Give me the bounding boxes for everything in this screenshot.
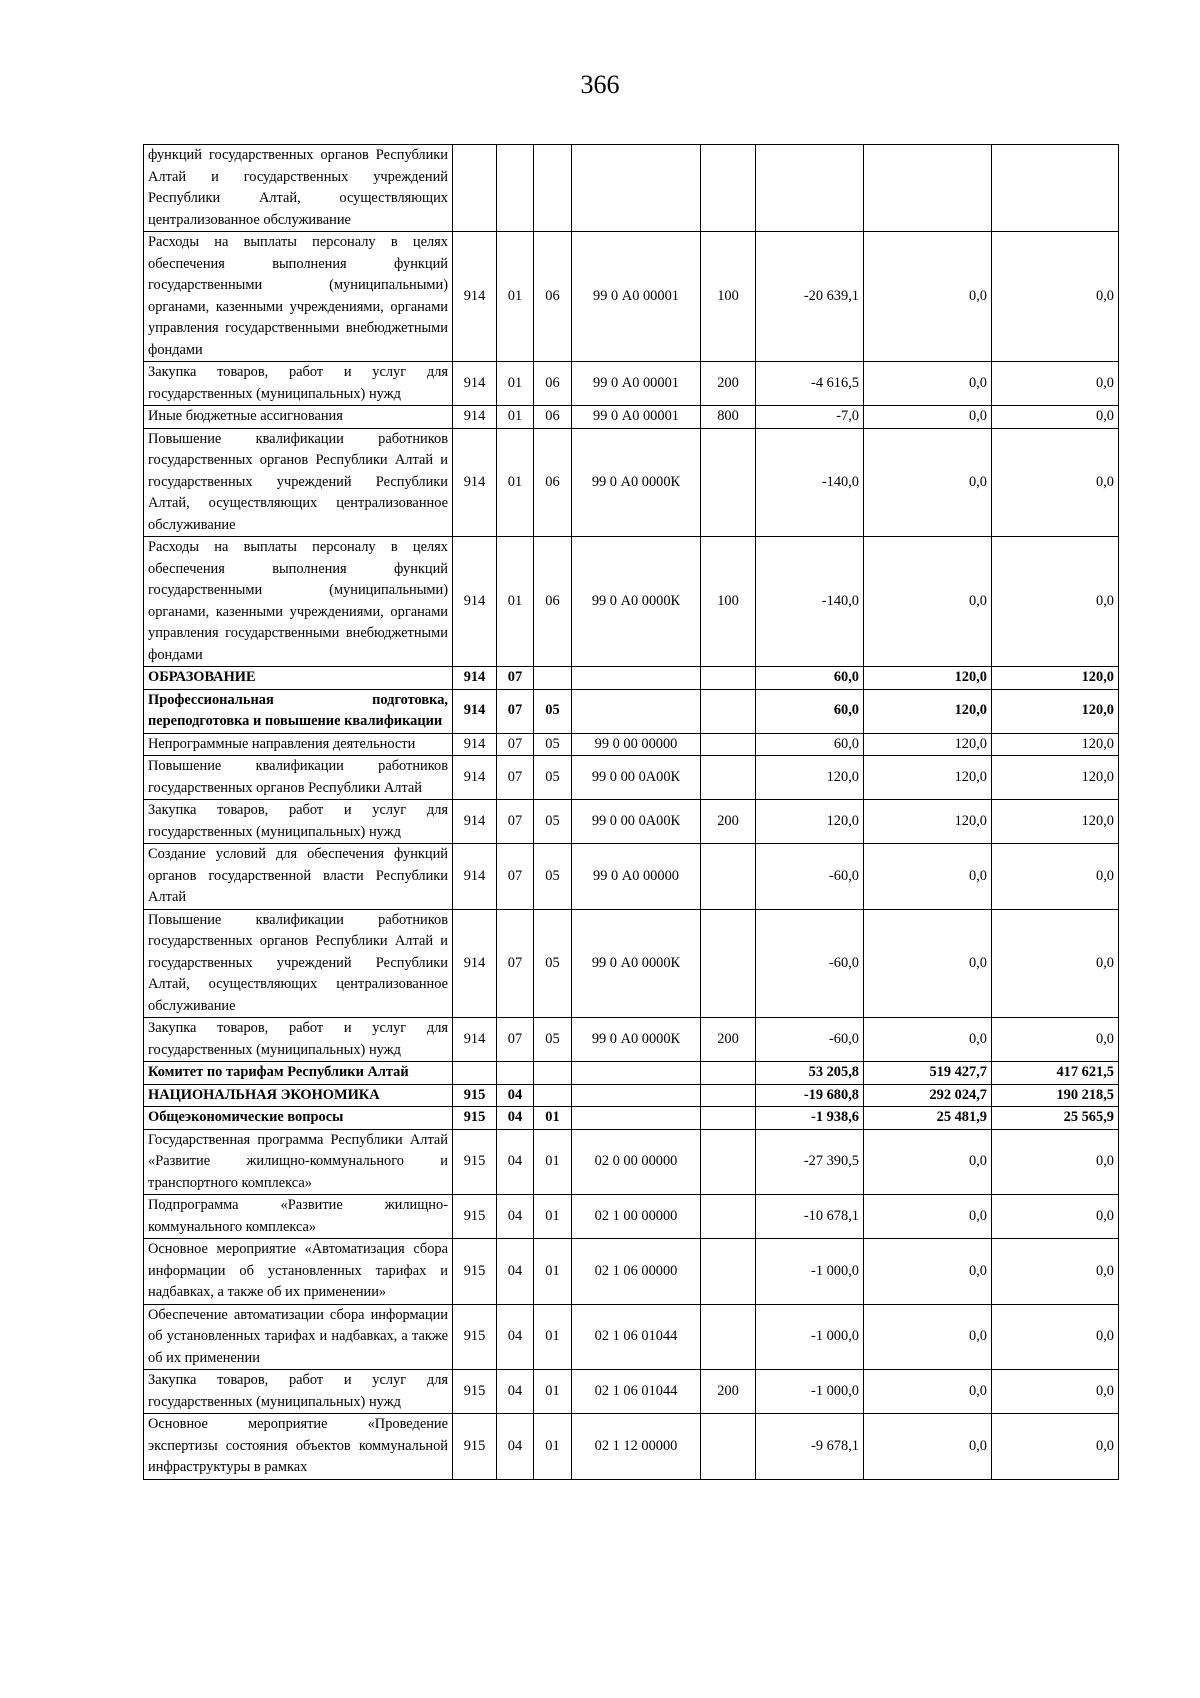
- target-article-code: 99 0 00 0А00К: [572, 800, 701, 844]
- section-code: 07: [497, 800, 534, 844]
- table-row: [144, 1370, 1119, 1414]
- target-article-code: 99 0 А0 0000К: [572, 1018, 701, 1062]
- target-article-code: 99 0 00 00000: [572, 733, 701, 756]
- amount-2: 0,0: [864, 1304, 992, 1370]
- target-article-code: [572, 667, 701, 690]
- amount-1: 60,0: [756, 667, 864, 690]
- expense-type-code: 200: [701, 362, 756, 406]
- amount-1: 60,0: [756, 733, 864, 756]
- amount-2: 120,0: [864, 733, 992, 756]
- row-name: Расходы на выплаты персоналу в целях обеспечения выполнения функций государственными (муниципальными) органами, казенными учреждениями, органами управления государственными внебюджетными фондами: [144, 232, 453, 362]
- expense-type-code: [701, 1129, 756, 1195]
- table-row: [144, 1414, 1119, 1480]
- amount-1: -60,0: [756, 1018, 864, 1062]
- amount-3: 120,0: [992, 800, 1119, 844]
- section-code: 07: [497, 756, 534, 800]
- target-article-code: 99 0 А0 00001: [572, 232, 701, 362]
- amount-2: [864, 145, 992, 232]
- section-code: 04: [497, 1107, 534, 1130]
- amount-3: 0,0: [992, 428, 1119, 537]
- ministry-code: 915: [453, 1304, 497, 1370]
- amount-2: 0,0: [864, 844, 992, 910]
- subsection-code: 05: [534, 1018, 572, 1062]
- target-article-code: 02 1 00 00000: [572, 1195, 701, 1239]
- section-code: 01: [497, 362, 534, 406]
- subsection-code: 05: [534, 800, 572, 844]
- ministry-code: 915: [453, 1107, 497, 1130]
- amount-1: -1 000,0: [756, 1239, 864, 1305]
- amount-3: 0,0: [992, 1018, 1119, 1062]
- ministry-code: 914: [453, 537, 497, 667]
- amount-2: 0,0: [864, 362, 992, 406]
- section-code: 07: [497, 844, 534, 910]
- row-name: Повышение квалификации работников государственных органов Республики Алтай и государственных учреждений Республики Алтай, осуществляющих централизованное обслуживание: [144, 909, 453, 1018]
- section-code: [497, 145, 534, 232]
- table-row: [144, 428, 1119, 537]
- table-row: [144, 1107, 1119, 1130]
- table-row: [144, 406, 1119, 429]
- amount-1: -27 390,5: [756, 1129, 864, 1195]
- target-article-code: 99 0 А0 0000К: [572, 909, 701, 1018]
- amount-1: -9 678,1: [756, 1414, 864, 1480]
- subsection-code: 06: [534, 428, 572, 537]
- ministry-code: 915: [453, 1239, 497, 1305]
- amount-1: -20 639,1: [756, 232, 864, 362]
- amount-3: 120,0: [992, 756, 1119, 800]
- target-article-code: [572, 1062, 701, 1085]
- section-code: 04: [497, 1084, 534, 1107]
- amount-3: 120,0: [992, 667, 1119, 690]
- amount-3: 0,0: [992, 1195, 1119, 1239]
- row-name: Расходы на выплаты персоналу в целях обеспечения выполнения функций государственными (муниципальными) органами, казенными учреждениями, органами управления государственными внебюджетными фондами: [144, 537, 453, 667]
- subsection-code: 05: [534, 733, 572, 756]
- table-row: [144, 689, 1119, 733]
- section-code: 01: [497, 232, 534, 362]
- row-name: Иные бюджетные ассигнования: [144, 406, 453, 429]
- amount-3: 0,0: [992, 909, 1119, 1018]
- table-row: [144, 1062, 1119, 1085]
- amount-1: -1 938,6: [756, 1107, 864, 1130]
- section-code: 04: [497, 1239, 534, 1305]
- amount-1: -140,0: [756, 428, 864, 537]
- amount-2: 0,0: [864, 428, 992, 537]
- section-code: 04: [497, 1304, 534, 1370]
- target-article-code: 99 0 А0 0000К: [572, 537, 701, 667]
- subsection-code: 01: [534, 1107, 572, 1130]
- ministry-code: 915: [453, 1370, 497, 1414]
- amount-1: 120,0: [756, 800, 864, 844]
- expense-type-code: [701, 733, 756, 756]
- ministry-code: 915: [453, 1195, 497, 1239]
- table-row: [144, 733, 1119, 756]
- section-code: 07: [497, 909, 534, 1018]
- amount-3: 0,0: [992, 1414, 1119, 1480]
- expense-type-code: [701, 1239, 756, 1305]
- amount-3: 0,0: [992, 1370, 1119, 1414]
- table-row: [144, 1084, 1119, 1107]
- table-row: [144, 362, 1119, 406]
- amount-3: 25 565,9: [992, 1107, 1119, 1130]
- subsection-code: 01: [534, 1129, 572, 1195]
- amount-1: [756, 145, 864, 232]
- row-name: Закупка товаров, работ и услуг для государственных (муниципальных) нужд: [144, 362, 453, 406]
- amount-1: -140,0: [756, 537, 864, 667]
- ministry-code: 914: [453, 428, 497, 537]
- table-row: [144, 1018, 1119, 1062]
- subsection-code: 01: [534, 1370, 572, 1414]
- amount-3: 190 218,5: [992, 1084, 1119, 1107]
- table-row: [144, 800, 1119, 844]
- section-code: 04: [497, 1195, 534, 1239]
- amount-3: 120,0: [992, 689, 1119, 733]
- section-code: 07: [497, 689, 534, 733]
- expense-type-code: 200: [701, 1370, 756, 1414]
- subsection-code: 01: [534, 1239, 572, 1305]
- subsection-code: [534, 1084, 572, 1107]
- amount-2: 0,0: [864, 1129, 992, 1195]
- amount-2: 0,0: [864, 537, 992, 667]
- amount-3: 0,0: [992, 844, 1119, 910]
- ministry-code: 914: [453, 362, 497, 406]
- expense-type-code: [701, 667, 756, 690]
- amount-3: [992, 145, 1119, 232]
- target-article-code: [572, 1084, 701, 1107]
- expense-type-code: [701, 145, 756, 232]
- amount-2: 292 024,7: [864, 1084, 992, 1107]
- amount-2: 25 481,9: [864, 1107, 992, 1130]
- ministry-code: 915: [453, 1414, 497, 1480]
- subsection-code: 06: [534, 362, 572, 406]
- expense-type-code: [701, 756, 756, 800]
- target-article-code: 99 0 00 0А00К: [572, 756, 701, 800]
- target-article-code: 99 0 А0 00001: [572, 406, 701, 429]
- target-article-code: [572, 145, 701, 232]
- subsection-code: [534, 1062, 572, 1085]
- ministry-code: 915: [453, 1084, 497, 1107]
- section-code: 04: [497, 1414, 534, 1480]
- amount-3: 0,0: [992, 1304, 1119, 1370]
- subsection-code: [534, 667, 572, 690]
- section-code: 07: [497, 1018, 534, 1062]
- row-name: Комитет по тарифам Республики Алтай: [144, 1062, 453, 1085]
- amount-1: -60,0: [756, 909, 864, 1018]
- amount-1: -4 616,5: [756, 362, 864, 406]
- expense-type-code: [701, 1414, 756, 1480]
- expense-type-code: [701, 1304, 756, 1370]
- subsection-code: 06: [534, 232, 572, 362]
- target-article-code: 02 0 00 00000: [572, 1129, 701, 1195]
- row-name: Профессиональная подготовка, переподготовка и повышение квалификации: [144, 689, 453, 733]
- row-name: Непрограммные направления деятельности: [144, 733, 453, 756]
- section-code: 07: [497, 667, 534, 690]
- section-code: [497, 1062, 534, 1085]
- budget-table: [143, 144, 1119, 1480]
- ministry-code: 914: [453, 800, 497, 844]
- table-row: [144, 1129, 1119, 1195]
- subsection-code: 05: [534, 844, 572, 910]
- amount-2: 120,0: [864, 800, 992, 844]
- expense-type-code: 800: [701, 406, 756, 429]
- amount-2: 120,0: [864, 689, 992, 733]
- ministry-code: 914: [453, 406, 497, 429]
- target-article-code: [572, 1107, 701, 1130]
- ministry-code: 914: [453, 689, 497, 733]
- amount-2: 120,0: [864, 667, 992, 690]
- subsection-code: 01: [534, 1414, 572, 1480]
- amount-2: 0,0: [864, 1370, 992, 1414]
- expense-type-code: [701, 428, 756, 537]
- section-code: 01: [497, 537, 534, 667]
- subsection-code: 06: [534, 406, 572, 429]
- row-name: ОБРАЗОВАНИЕ: [144, 667, 453, 690]
- amount-2: 0,0: [864, 1239, 992, 1305]
- amount-3: 0,0: [992, 406, 1119, 429]
- amount-3: 0,0: [992, 1129, 1119, 1195]
- expense-type-code: [701, 844, 756, 910]
- table-row: [144, 844, 1119, 910]
- amount-2: 120,0: [864, 756, 992, 800]
- target-article-code: 02 1 06 01044: [572, 1370, 701, 1414]
- table-row: [144, 145, 1119, 232]
- amount-2: 0,0: [864, 909, 992, 1018]
- ministry-code: 914: [453, 1018, 497, 1062]
- amount-2: 0,0: [864, 406, 992, 429]
- expense-type-code: 100: [701, 537, 756, 667]
- ministry-code: 914: [453, 909, 497, 1018]
- ministry-code: [453, 145, 497, 232]
- ministry-code: 914: [453, 667, 497, 690]
- section-code: 04: [497, 1129, 534, 1195]
- amount-1: -10 678,1: [756, 1195, 864, 1239]
- ministry-code: 914: [453, 232, 497, 362]
- amount-1: -1 000,0: [756, 1304, 864, 1370]
- ministry-code: 914: [453, 844, 497, 910]
- target-article-code: 02 1 06 00000: [572, 1239, 701, 1305]
- table-row: [144, 667, 1119, 690]
- row-name: Обеспечение автоматизации сбора информации об установленных тарифах и надбавках, а также об их применении: [144, 1304, 453, 1370]
- subsection-code: 06: [534, 537, 572, 667]
- target-article-code: 99 0 А0 00001: [572, 362, 701, 406]
- amount-1: -7,0: [756, 406, 864, 429]
- expense-type-code: [701, 1195, 756, 1239]
- target-article-code: 02 1 06 01044: [572, 1304, 701, 1370]
- ministry-code: [453, 1062, 497, 1085]
- section-code: 07: [497, 733, 534, 756]
- amount-1: 120,0: [756, 756, 864, 800]
- ministry-code: 914: [453, 733, 497, 756]
- subsection-code: 01: [534, 1304, 572, 1370]
- subsection-code: [534, 145, 572, 232]
- table-row: [144, 909, 1119, 1018]
- amount-3: 120,0: [992, 733, 1119, 756]
- row-name: НАЦИОНАЛЬНАЯ ЭКОНОМИКА: [144, 1084, 453, 1107]
- row-name: Государственная программа Республики Алтай «Развитие жилищно-коммунального и транспортного комплекса»: [144, 1129, 453, 1195]
- table-row: [144, 1304, 1119, 1370]
- target-article-code: [572, 689, 701, 733]
- section-code: 01: [497, 406, 534, 429]
- subsection-code: 05: [534, 909, 572, 1018]
- ministry-code: 915: [453, 1129, 497, 1195]
- expense-type-code: [701, 689, 756, 733]
- amount-3: 0,0: [992, 537, 1119, 667]
- amount-3: 0,0: [992, 1239, 1119, 1305]
- table-row: [144, 1239, 1119, 1305]
- amount-1: -60,0: [756, 844, 864, 910]
- amount-1: -19 680,8: [756, 1084, 864, 1107]
- expense-type-code: [701, 1062, 756, 1085]
- subsection-code: 05: [534, 756, 572, 800]
- row-name: Повышение квалификации работников государственных органов Республики Алтай и государственных учреждений Республики Алтай, осуществляющих централизованное обслуживание: [144, 428, 453, 537]
- expense-type-code: 100: [701, 232, 756, 362]
- subsection-code: 05: [534, 689, 572, 733]
- amount-1: 53 205,8: [756, 1062, 864, 1085]
- expense-type-code: [701, 909, 756, 1018]
- table-row: [144, 756, 1119, 800]
- amount-1: -1 000,0: [756, 1370, 864, 1414]
- amount-2: 0,0: [864, 232, 992, 362]
- amount-3: 417 621,5: [992, 1062, 1119, 1085]
- row-name: Основное мероприятие «Проведение экспертизы состояния объектов коммунальной инфраструктуры в рамках: [144, 1414, 453, 1480]
- table-row: [144, 537, 1119, 667]
- expense-type-code: 200: [701, 1018, 756, 1062]
- table-row: [144, 1195, 1119, 1239]
- row-name: Общеэкономические вопросы: [144, 1107, 453, 1130]
- row-name: Подпрограмма «Развитие жилищно-коммунального комплекса»: [144, 1195, 453, 1239]
- section-code: 01: [497, 428, 534, 537]
- row-name: Повышение квалификации работников государственных органов Республики Алтай: [144, 756, 453, 800]
- target-article-code: 99 0 А0 0000К: [572, 428, 701, 537]
- section-code: 04: [497, 1370, 534, 1414]
- amount-2: 0,0: [864, 1414, 992, 1480]
- expense-type-code: [701, 1084, 756, 1107]
- ministry-code: 914: [453, 756, 497, 800]
- subsection-code: 01: [534, 1195, 572, 1239]
- amount-1: 60,0: [756, 689, 864, 733]
- table-row: [144, 232, 1119, 362]
- page-number: 366: [580, 70, 620, 99]
- amount-2: 0,0: [864, 1018, 992, 1062]
- expense-type-code: [701, 1107, 756, 1130]
- row-name: Создание условий для обеспечения функций органов государственной власти Республики Алтай: [144, 844, 453, 910]
- target-article-code: 99 0 А0 00000: [572, 844, 701, 910]
- row-name: Закупка товаров, работ и услуг для государственных (муниципальных) нужд: [144, 800, 453, 844]
- target-article-code: 02 1 12 00000: [572, 1414, 701, 1480]
- row-name: функций государственных органов Республики Алтай и государственных учреждений Республики Алтай, осуществляющих централизованное обслуживание: [144, 145, 453, 232]
- amount-3: 0,0: [992, 232, 1119, 362]
- row-name: Закупка товаров, работ и услуг для государственных (муниципальных) нужд: [144, 1018, 453, 1062]
- amount-3: 0,0: [992, 362, 1119, 406]
- amount-2: 0,0: [864, 1195, 992, 1239]
- amount-2: 519 427,7: [864, 1062, 992, 1085]
- row-name: Закупка товаров, работ и услуг для государственных (муниципальных) нужд: [144, 1370, 453, 1414]
- row-name: Основное мероприятие «Автоматизация сбора информации об установленных тарифах и надбавках, а также об их применении»: [144, 1239, 453, 1305]
- expense-type-code: 200: [701, 800, 756, 844]
